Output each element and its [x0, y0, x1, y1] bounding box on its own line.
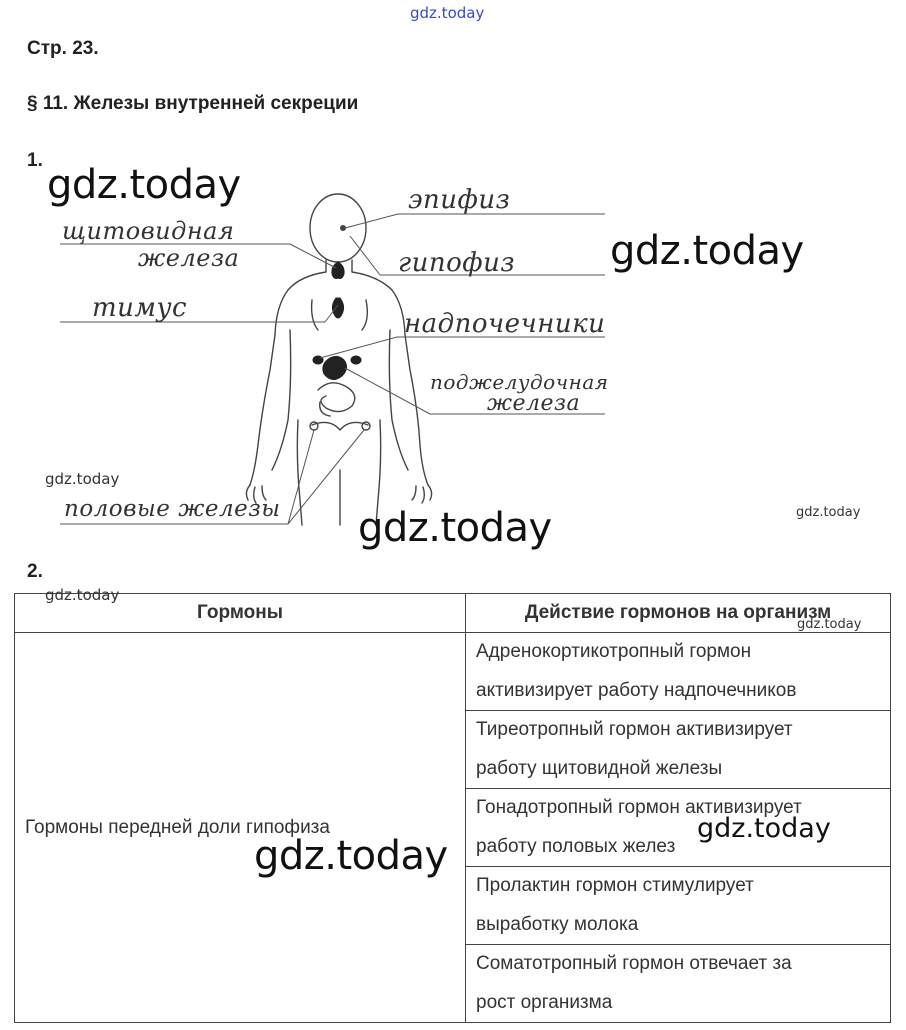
effect-line2: работу щитовидной железы	[476, 757, 723, 779]
column-header-effect: Действие гормонов на организм	[466, 594, 891, 633]
watermark: gdz.today	[610, 228, 804, 274]
watermark: gdz.today	[45, 470, 120, 488]
adrenal-right	[351, 356, 361, 364]
watermark: gdz.today	[254, 833, 448, 879]
label-thymus: тимус	[92, 293, 188, 323]
effect-line1: Адренокортикотропный гормон	[476, 641, 752, 662]
watermark: gdz.today	[797, 617, 862, 632]
watermark: gdz.today	[796, 505, 861, 520]
left-body-outline	[250, 260, 326, 485]
page-header: Стр. 23.	[27, 38, 99, 59]
effect-line2: активизирует работу надпочечников	[476, 679, 797, 701]
label-adrenals: надпочечники	[404, 309, 606, 339]
label-thyroid-line1: щитовидная	[62, 217, 235, 245]
watermark: gdz.today	[697, 813, 831, 844]
label-pituitary: гипофиз	[398, 248, 516, 278]
effect-line1: Пролактин гормон стимулирует	[476, 875, 754, 896]
table-row	[15, 633, 891, 711]
label-epiphysis: эпифиз	[408, 185, 511, 215]
watermark: gdz.today	[45, 586, 120, 604]
thymus-gland	[332, 298, 343, 318]
effect-line2: работу половых желез	[476, 835, 676, 857]
column-header-hormones: Гормоны	[15, 594, 466, 633]
thyroid-gland	[332, 262, 344, 279]
group-label-cell: Гормоны передней доли гипофиза	[15, 633, 466, 1023]
head-outline	[310, 194, 366, 262]
label-gonads: половые железы	[64, 496, 281, 522]
effect-line2: выработку молока	[476, 913, 639, 935]
task1-number: 1.	[27, 150, 43, 171]
label-pancreas-line1: поджелудочная	[430, 370, 609, 394]
effect-line1: Соматотропный гормон отвечает за	[476, 953, 792, 974]
pancreas-gland	[323, 356, 347, 379]
hormones-table	[14, 593, 891, 1023]
effect-cell	[466, 867, 891, 945]
task2-number: 2.	[27, 561, 43, 582]
table-header-row	[15, 594, 891, 633]
effect-line1: Тиреотропный гормон активизирует	[476, 719, 793, 740]
effect-line1: Гонадотропный гормон активизирует	[476, 797, 802, 818]
label-thyroid-line2: железа	[138, 244, 240, 272]
watermark: gdz.today	[358, 505, 552, 551]
effect-line2: рост организма	[476, 991, 613, 1013]
effect-cell	[466, 711, 891, 789]
effect-cell	[466, 945, 891, 1023]
watermark: gdz.today	[47, 162, 241, 208]
section-title: § 11. Железы внутренней секреции	[27, 93, 359, 114]
effect-cell	[466, 633, 891, 711]
watermark-top: gdz.today	[410, 4, 485, 22]
label-pancreas-line2: железа	[487, 391, 581, 416]
